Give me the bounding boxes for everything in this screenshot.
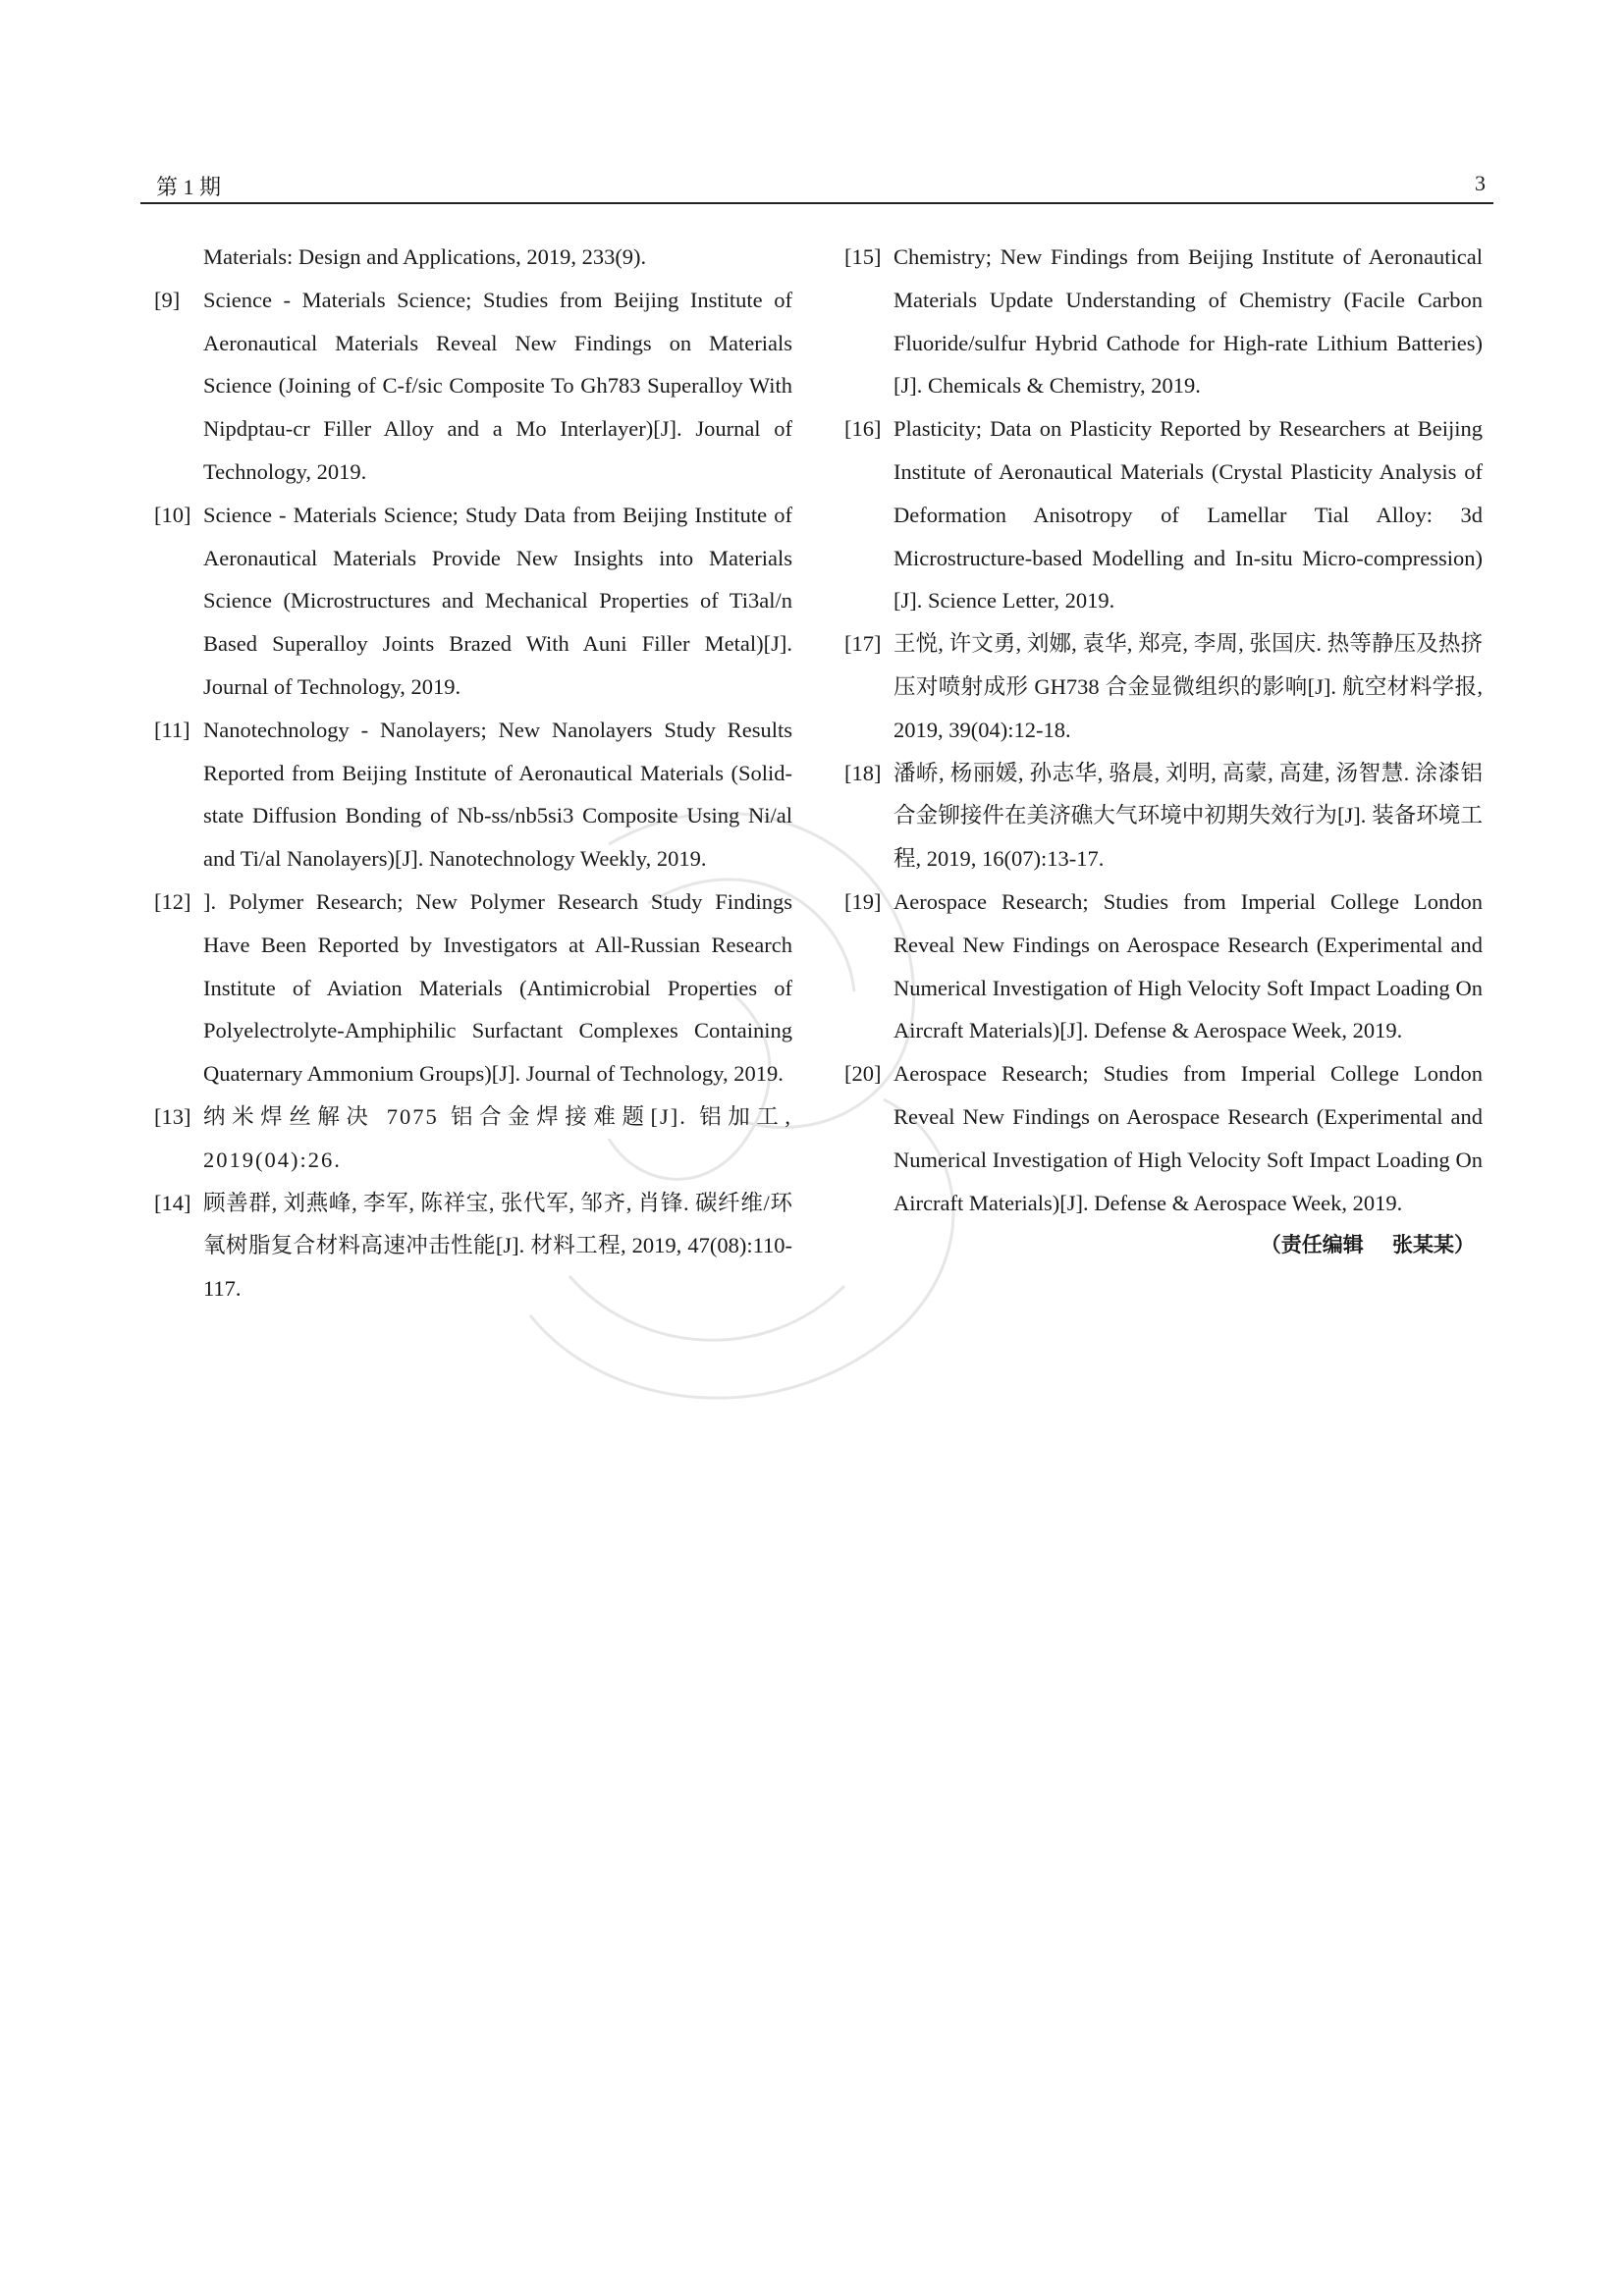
reference-text: ]. Polymer Research; New Polymer Research Study Findings Have Been Reported by Investigators at All-Russian Research Institute of Aviation Materials (Antimicrobial Properties of Polyelectrolyte-Amphiphilic Surfactant Complexes Containing Quaternary Ammonium Groups)[J]. Journal of Technology, 2019. (203, 888, 792, 1087)
reference-text: Plasticity; Data on Plasticity Reported by Researchers at Beijing Institute of Aeronautical Materials (Crystal Plasticity Analysis of Deformation Anisotropy of Lamellar Tial Alloy: 3d Microstructure-based Modelling and In-situ Micro-compression)[J]. Science Letter, 2019. (893, 416, 1483, 614)
reference-item (154, 279, 792, 494)
reference-text: 纳米焊丝解决 7075 铝合金焊接难题[J]. 铝加工, 2019(04):26. (203, 1103, 792, 1172)
reference-text: 潘峤, 杨丽媛, 孙志华, 骆晨, 刘明, 高蒙, 高建, 汤智慧. 涂漆铝合金铆接件在美济礁大气环境中初期失效行为[J]. 装备环境工程, 2019, 16(07):13-17. (893, 760, 1483, 872)
reference-item (154, 236, 792, 279)
reference-item (844, 1052, 1483, 1224)
reference-text: Nanotechnology - Nanolayers; New Nanolayers Study Results Reported from Beijing Institute of Aeronautical Materials (Solid-state Diffusion Bonding of Nb-ss/nb5si3 Composite Using Ni/al and Ti/al Nanolayers)[J]. Nanotechnology Weekly, 2019. (203, 717, 792, 872)
reference-number: [19] (844, 888, 882, 914)
reference-text: Science - Materials Science; Studies from Beijing Institute of Aeronautical Materials Reveal New Findings on Materials Science (Joining of C-f/sic Composite To Gh783 Superalloy With Nipdptau-cr Filler Alloy and a Mo Interlayer)[J]. Journal of Technology, 2019. (203, 287, 792, 484)
reference-item (844, 407, 1483, 622)
responsible-editor: （责任编辑 张某某） (1260, 1233, 1475, 1257)
reference-number: [15] (844, 244, 882, 269)
reference-text: Aerospace Research; Studies from Imperial College London Reveal New Findings on Aerospace Research (Experimental and Numerical Investigation of High Velocity Soft Impact Loading On Aircraft Materials)[J]. Defense & Aerospace Week, 2019. (893, 1061, 1483, 1215)
reference-number: [9] (154, 287, 181, 312)
reference-text: 顾善群, 刘燕峰, 李军, 陈祥宝, 张代军, 邹齐, 肖锋. 碳纤维/环氧树脂复合材料高速冲击性能[J]. 材料工程, 2019, 47(08):110-117. (203, 1190, 792, 1302)
reference-item (154, 494, 792, 709)
reference-item (154, 1182, 792, 1310)
running-header (140, 171, 1493, 204)
reference-number: [18] (844, 760, 882, 785)
reference-item (844, 881, 1483, 1052)
reference-item (844, 236, 1483, 407)
header-rule (140, 202, 1493, 204)
reference-item (154, 1095, 792, 1182)
reference-text: Science - Materials Science; Study Data from Beijing Institute of Aeronautical Materials Provide New Insights into Materials Science (Microstructures and Mechanical Properties of Ti3al/n Based Superalloy Joints Brazed With Auni Filler Metal)[J]. Journal of Technology, 2019. (203, 502, 792, 699)
reference-number: [10] (154, 502, 191, 527)
reference-number: [16] (844, 416, 882, 442)
issue-label: 第 1 期 (156, 175, 222, 199)
reference-text: 王悦, 许文勇, 刘娜, 袁华, 郑亮, 李周, 张国庆. 热等静压及热挤压对喷射成形 GH738 合金显微组织的影响[J]. 航空材料学报, 2019, 39(04):12-18. (893, 631, 1483, 742)
reference-number: [11] (154, 717, 190, 742)
reference-item (154, 709, 792, 881)
references-right-column (844, 236, 1483, 1267)
reference-item (844, 622, 1483, 751)
reference-number: [17] (844, 631, 882, 657)
page-number: 3 (1475, 171, 1486, 195)
reference-text: Aerospace Research; Studies from Imperial College London Reveal New Findings on Aerospace Research (Experimental and Numerical Investigation of High Velocity Soft Impact Loading On Aircraft Materials)[J]. Defense & Aerospace Week, 2019. (893, 888, 1483, 1043)
reference-text: Chemistry; New Findings from Beijing Institute of Aeronautical Materials Update Understanding of Chemistry (Facile Carbon Fluoride/sulfur Hybrid Cathode for High-rate Lithium Batteries)[J]. Chemicals & Chemistry, 2019. (893, 244, 1483, 399)
reference-text: Materials: Design and Applications, 2019, 233(9). (203, 244, 647, 269)
reference-number: [12] (154, 888, 191, 914)
reference-number: [14] (154, 1190, 191, 1215)
reference-number: [20] (844, 1061, 882, 1087)
reference-item (844, 752, 1483, 881)
reference-number: [13] (154, 1103, 191, 1129)
references-left-column (154, 236, 792, 1310)
reference-item (154, 881, 792, 1095)
